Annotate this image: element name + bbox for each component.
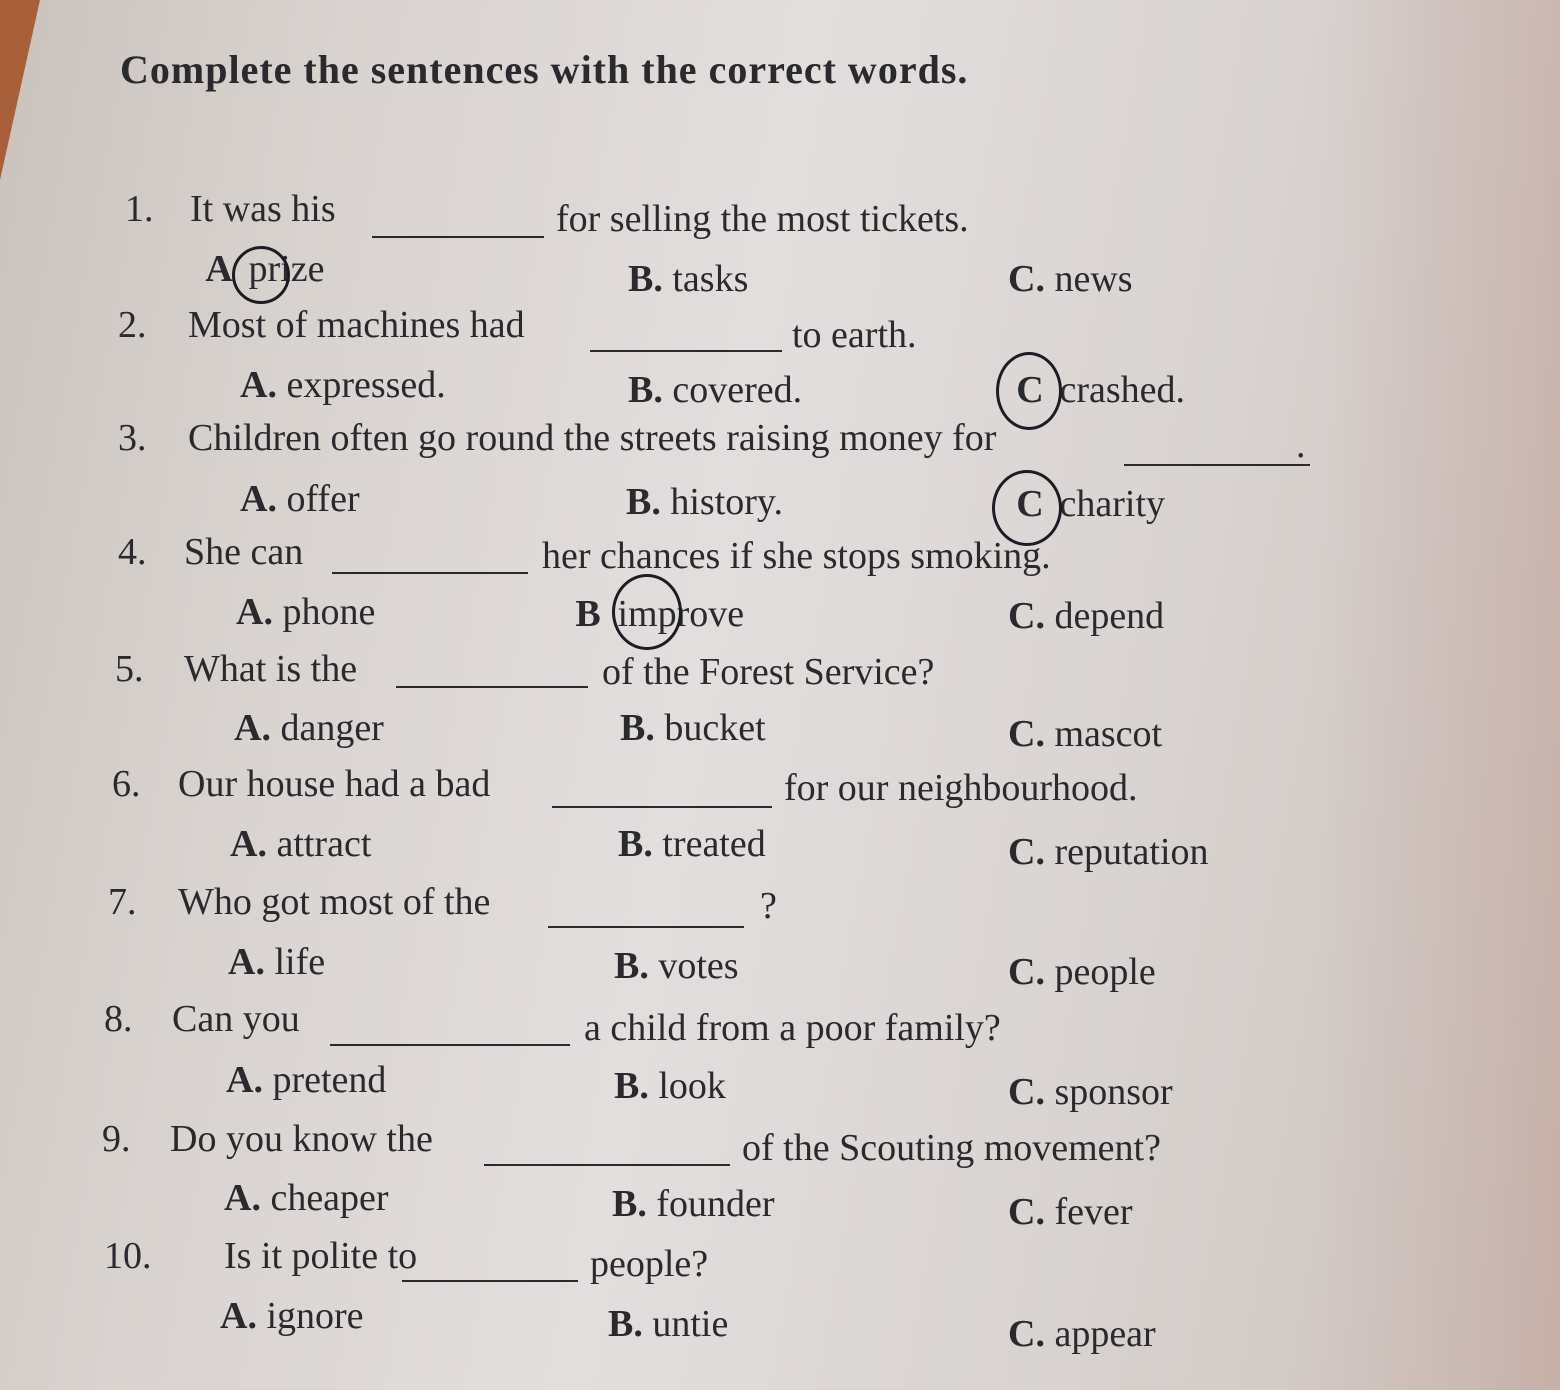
option-separator: . (267, 478, 277, 520)
question-number: 1. (125, 188, 154, 230)
question-number: 10. (104, 1235, 152, 1277)
option-separator: . (1035, 1191, 1045, 1233)
option-text: expressed. (286, 364, 446, 406)
option-text: untie (652, 1303, 729, 1345)
option-text: phone (282, 591, 376, 633)
option-text: founder (656, 1183, 775, 1225)
option-text: pretend (272, 1059, 387, 1101)
question-text: Children often go round the streets raising money for (188, 417, 997, 459)
question-text: What is the (184, 648, 358, 690)
question-text: Do you know the (170, 1118, 433, 1160)
question-number: 4. (118, 531, 147, 573)
option-separator: . (653, 258, 663, 300)
option-text: votes (658, 945, 739, 987)
question-number: 6. (112, 763, 141, 805)
option-text: appear (1054, 1313, 1156, 1355)
option-letter: B (608, 1303, 634, 1345)
option-separator: . (645, 707, 655, 749)
option-separator: . (255, 941, 265, 983)
option-letter: A (240, 478, 268, 520)
question-number: 7. (108, 881, 137, 923)
answer-blank[interactable] (332, 572, 528, 574)
option-letter: B (614, 945, 640, 987)
option-letter: B (620, 707, 646, 749)
option-separator: . (1035, 1313, 1045, 1355)
option-separator: . (1035, 258, 1045, 300)
option-separator: . (247, 1295, 257, 1337)
option-letter: A (234, 707, 262, 749)
option-text: offer (286, 478, 360, 520)
option-letter: C (1008, 1071, 1036, 1113)
answer-blank[interactable] (402, 1280, 578, 1282)
answer-blank[interactable] (590, 350, 782, 352)
option-b[interactable] (612, 1182, 775, 1226)
question-text-end: people? (590, 1243, 709, 1285)
option-a[interactable] (240, 477, 360, 521)
option-c[interactable] (1008, 712, 1162, 756)
option-b[interactable] (618, 822, 766, 866)
option-letter: C (1008, 713, 1036, 755)
option-letter: A (230, 823, 258, 865)
option-letter: B (618, 823, 644, 865)
option-separator: . (251, 1177, 261, 1219)
option-b[interactable] (620, 706, 766, 750)
option-separator: . (263, 591, 273, 633)
option-separator: . (643, 823, 653, 865)
question-text: Most of machines had (188, 304, 525, 346)
option-separator: . (633, 1303, 643, 1345)
option-separator: . (1035, 595, 1045, 637)
option-separator: . (261, 707, 271, 749)
option-separator: . (637, 1183, 647, 1225)
option-text: prize (248, 248, 325, 290)
question-text: Can you (172, 998, 300, 1040)
option-text: tasks (672, 258, 749, 300)
option-letter: A (220, 1295, 248, 1337)
option-separator: . (253, 1059, 263, 1101)
question-text-end: for our neighbourhood. (784, 767, 1138, 809)
option-text: history. (670, 481, 783, 523)
option-text: life (274, 941, 326, 983)
option-text: covered. (672, 369, 803, 411)
answer-blank[interactable] (330, 1044, 570, 1046)
option-c[interactable] (1008, 1312, 1156, 1356)
question-text-end: her chances if she stops smoking. (542, 535, 1051, 577)
answer-circle-mark (996, 352, 1062, 430)
option-c[interactable] (1008, 830, 1209, 874)
option-separator: . (267, 364, 277, 406)
option-letter: C (1008, 595, 1036, 637)
option-letter: A (205, 248, 233, 290)
option-text: depend (1054, 595, 1165, 637)
question-text: It was his (190, 188, 336, 230)
answer-blank[interactable] (1124, 464, 1310, 466)
question-text-end: for selling the most tickets. (556, 198, 969, 240)
option-c[interactable] (1008, 950, 1156, 994)
question-text-end: a child from a poor family? (584, 1007, 1001, 1049)
question-text: Our house had a bad (178, 763, 491, 805)
answer-blank[interactable] (484, 1164, 730, 1166)
option-text: ignore (266, 1295, 364, 1337)
option-separator: . (639, 1065, 649, 1107)
option-a[interactable] (234, 706, 384, 750)
option-c[interactable] (1016, 368, 1186, 412)
option-letter: C (1008, 1313, 1036, 1355)
answer-blank[interactable] (396, 686, 588, 688)
option-letter: B (612, 1183, 638, 1225)
option-separator: . (1035, 1071, 1045, 1113)
option-a[interactable] (230, 822, 371, 866)
answer-blank[interactable] (552, 806, 772, 808)
option-text: improve (617, 593, 745, 635)
option-letter: C (1008, 258, 1036, 300)
option-a[interactable] (220, 1294, 364, 1338)
option-c[interactable] (1008, 257, 1133, 301)
question-text-end: to earth. (792, 314, 917, 356)
page-shadow (1320, 0, 1560, 1390)
option-letter: C (1008, 831, 1036, 873)
option-letter: B (614, 1065, 640, 1107)
option-b[interactable] (614, 1064, 726, 1108)
option-a[interactable] (236, 590, 375, 634)
question-text-end: ? (760, 885, 777, 927)
option-text: people (1054, 951, 1156, 993)
option-letter: C (1016, 369, 1044, 411)
page-title: Complete the sentences with the correct words. (120, 47, 969, 92)
option-separator: . (651, 481, 661, 523)
option-c[interactable] (1008, 1070, 1173, 1114)
answer-blank[interactable] (548, 926, 744, 928)
option-b[interactable] (608, 1302, 728, 1346)
option-a[interactable] (226, 1058, 386, 1102)
question-number: 9. (102, 1118, 131, 1160)
answer-blank[interactable] (372, 236, 544, 238)
option-a[interactable] (240, 363, 446, 407)
option-text: reputation (1054, 831, 1209, 873)
option-letter: B (628, 369, 654, 411)
table-edge (0, 0, 40, 180)
question-text: She can (184, 531, 304, 573)
question-text-end: of the Forest Service? (602, 651, 935, 693)
option-letter: A (226, 1059, 254, 1101)
option-separator: . (639, 945, 649, 987)
option-text: charity (1059, 483, 1166, 525)
option-b[interactable] (628, 257, 748, 301)
question-text: Is it polite to (224, 1235, 418, 1277)
option-c[interactable] (1008, 1190, 1133, 1234)
question-number: 2. (118, 304, 147, 346)
question-number: 8. (104, 998, 133, 1040)
option-text: crashed. (1059, 369, 1186, 411)
option-c[interactable] (1008, 594, 1164, 638)
option-a[interactable] (228, 940, 325, 984)
option-separator: . (653, 369, 663, 411)
option-text: bucket (664, 707, 766, 749)
question-text: Who got most of the (178, 881, 491, 923)
option-c[interactable] (1016, 482, 1166, 526)
option-text: news (1054, 258, 1133, 300)
option-text: look (658, 1065, 726, 1107)
option-letter: B (575, 593, 601, 635)
option-b[interactable] (628, 368, 802, 412)
option-letter: A (228, 941, 256, 983)
option-letter: B (628, 258, 654, 300)
option-letter: A (240, 364, 268, 406)
option-text: fever (1054, 1191, 1133, 1233)
option-text: attract (276, 823, 372, 865)
question-text-end: . (1296, 424, 1306, 466)
option-separator: . (257, 823, 267, 865)
option-separator: . (1035, 713, 1045, 755)
option-b[interactable] (626, 480, 783, 524)
option-text: danger (280, 707, 384, 749)
option-letter: C (1016, 483, 1044, 525)
option-separator: . (1035, 951, 1045, 993)
option-a[interactable] (224, 1176, 389, 1220)
option-letter: A (224, 1177, 252, 1219)
option-b[interactable] (614, 944, 739, 988)
option-text: mascot (1054, 713, 1163, 755)
option-text: treated (662, 823, 766, 865)
option-letter: C (1008, 951, 1036, 993)
question-text-end: of the Scouting movement? (742, 1127, 1161, 1169)
option-separator: . (1035, 831, 1045, 873)
option-letter: B (626, 481, 652, 523)
question-number: 5. (115, 648, 144, 690)
answer-circle-mark (612, 574, 682, 650)
question-number: 3. (118, 417, 147, 459)
option-text: cheaper (270, 1177, 389, 1219)
option-letter: C (1008, 1191, 1036, 1233)
answer-circle-mark (232, 246, 290, 304)
option-letter: A (236, 591, 264, 633)
option-text: sponsor (1054, 1071, 1173, 1113)
